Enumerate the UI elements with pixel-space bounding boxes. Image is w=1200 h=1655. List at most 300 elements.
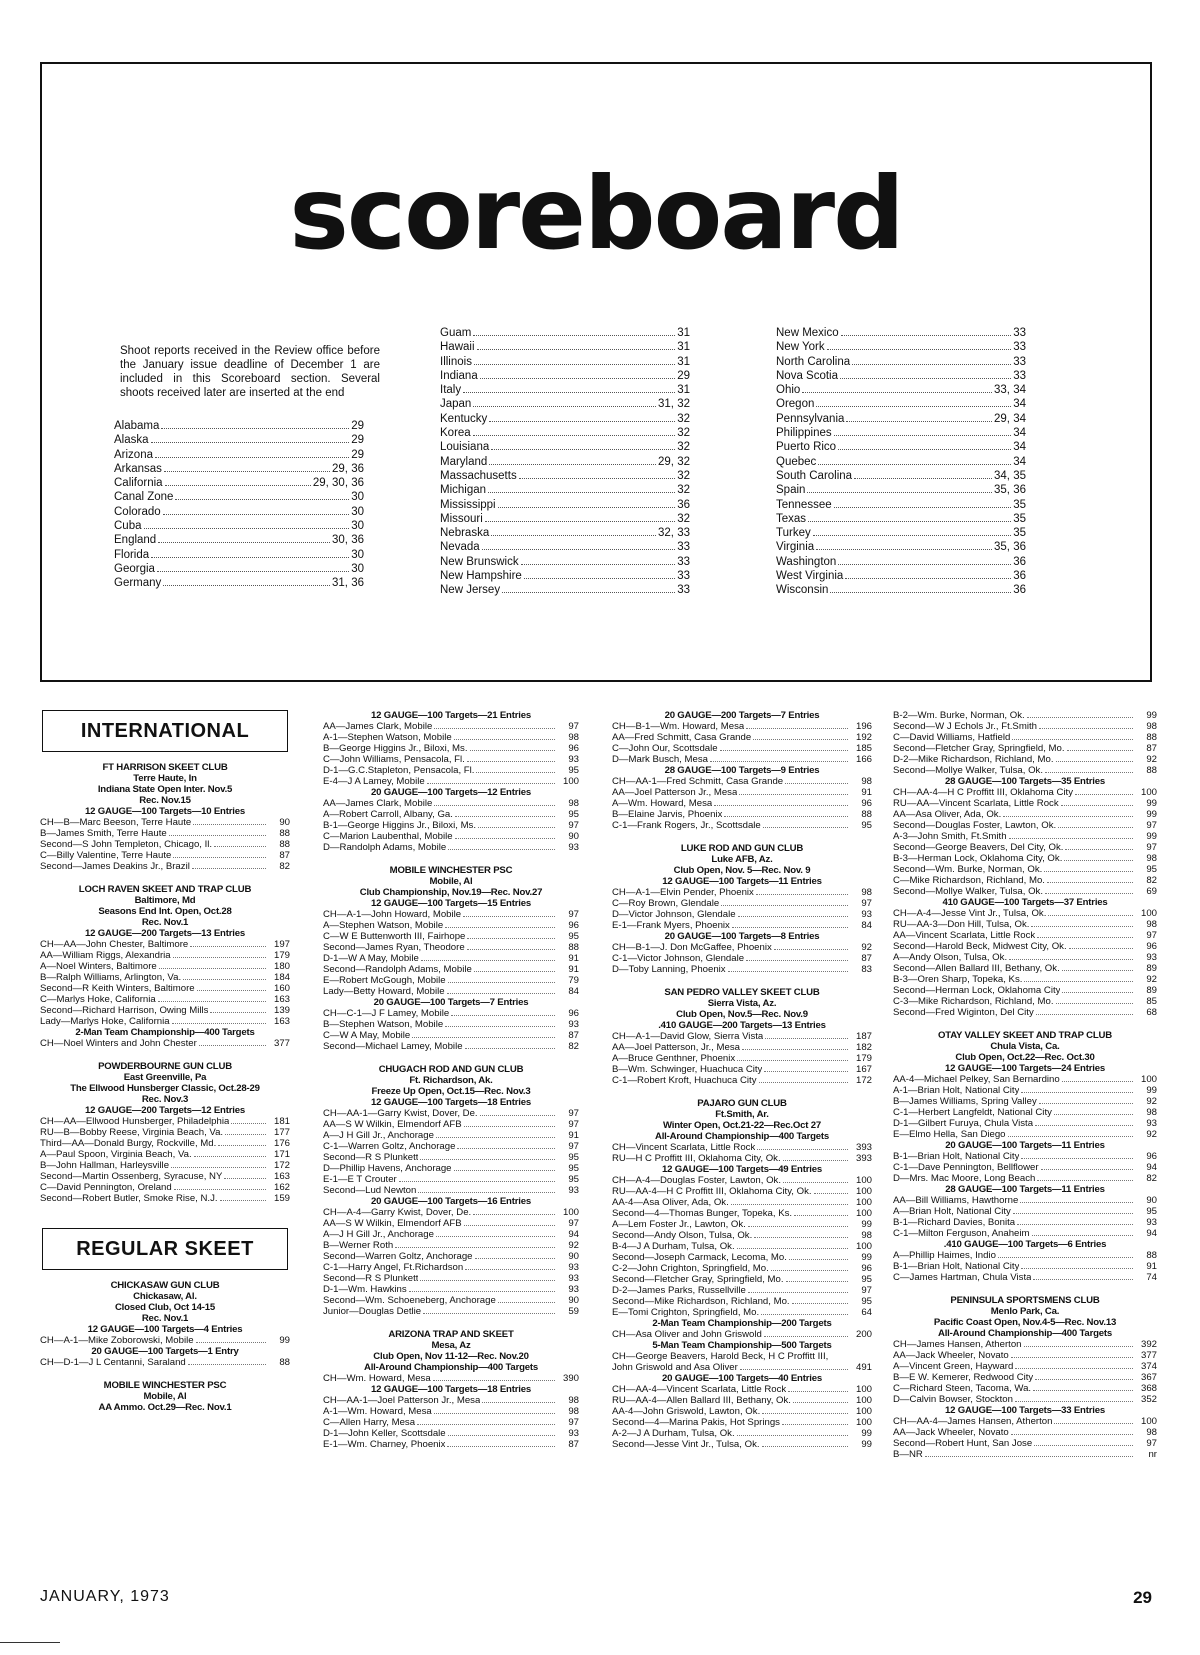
index-state: New Jersey: [440, 584, 501, 597]
index-state: Maryland: [440, 455, 488, 468]
score: 179: [855, 1053, 872, 1064]
result-row: [893, 941, 1157, 952]
dot-leader: [158, 542, 330, 543]
result-row: [893, 1350, 1157, 1361]
shooter: RU—AA-3—Don Hill, Tulsa, Ok.: [893, 919, 1030, 930]
dot-leader: [746, 960, 848, 961]
event-heading: Luke AFB, Az.: [711, 854, 773, 865]
dot-leader: [436, 1137, 555, 1138]
dot-leader: [521, 564, 676, 565]
shooter: D—Calvin Bowser, Stockton: [893, 1394, 1013, 1405]
dot-leader: [485, 521, 675, 522]
result-row: [40, 839, 290, 850]
dot-leader: [792, 1303, 848, 1304]
result-row: [893, 963, 1157, 974]
result-row: [893, 1085, 1157, 1096]
score: 97: [1146, 1438, 1157, 1449]
result-row: [323, 809, 579, 820]
shooter: Second—Jesse Vint Jr., Tulsa, Ok.: [612, 1439, 760, 1450]
score: 185: [855, 743, 872, 754]
index-page: 29, 30, 36: [312, 477, 364, 490]
dot-leader: [1017, 1224, 1133, 1225]
state-index-col-2: [440, 326, 690, 598]
event-heading: All-Around Championship—400 Targets: [363, 1362, 539, 1373]
index-state: Massachusetts: [440, 469, 517, 482]
event-heading: 12 GAUGE—100 Targets—49 Entries: [662, 1164, 822, 1175]
index-page: 31: [677, 384, 690, 397]
dot-leader: [465, 1269, 555, 1270]
dot-leader: [762, 1413, 848, 1414]
result-row: [893, 1151, 1157, 1162]
score: 97: [568, 909, 579, 920]
score: 93: [568, 842, 579, 853]
index-page: 29: [351, 448, 364, 461]
score: 92: [568, 1240, 579, 1251]
dot-leader: [1048, 915, 1133, 916]
dot-leader: [455, 816, 555, 817]
score: 182: [855, 1042, 872, 1053]
score: 90: [279, 817, 290, 828]
event-heading: Club Open, Oct.22—Rec. Oct.30: [955, 1052, 1095, 1063]
shooter: A—Paul Spoon, Virginia Beach, Va.: [40, 1149, 192, 1160]
score: 95: [861, 820, 872, 831]
index-entry: [440, 540, 690, 554]
index-state: Canal Zone: [114, 491, 174, 504]
bottom-rule: [0, 1642, 60, 1643]
section-heading: INTERNATIONAL: [42, 710, 288, 752]
event-heading: 12 GAUGE—100 Targets—15 Entries: [371, 898, 531, 909]
event-heading: LOCH RAVEN SKEET AND TRAP CLUB: [78, 884, 252, 895]
dot-leader: [183, 979, 266, 980]
dot-leader: [151, 557, 349, 558]
result-row: [893, 1449, 1157, 1460]
dot-leader: [783, 1182, 848, 1183]
dot-leader: [412, 1037, 555, 1038]
result-row: [893, 1272, 1157, 1283]
result-row: [893, 721, 1157, 732]
score: 93: [1146, 1118, 1157, 1129]
score: 87: [279, 850, 290, 861]
event-heading: 410 GAUGE—100 Targets—37 Entries: [942, 897, 1108, 908]
dot-leader: [756, 894, 848, 895]
dot-leader: [1039, 728, 1133, 729]
shooter: A—Bruce Genthner, Phoenix: [612, 1053, 736, 1064]
dot-leader: [721, 905, 848, 906]
dot-leader: [445, 1026, 555, 1027]
dot-leader: [473, 1214, 555, 1215]
dot-leader: [491, 535, 656, 536]
dot-leader: [846, 421, 992, 422]
dot-leader: [737, 1060, 848, 1061]
shooter: C—Marlys Hoke, California: [40, 994, 156, 1005]
result-row: [893, 710, 1157, 721]
score: 172: [855, 1075, 872, 1086]
result-row: [612, 1053, 872, 1064]
score: 368: [1140, 1383, 1157, 1394]
score: 491: [855, 1362, 872, 1373]
index-entry: [440, 583, 690, 597]
shooter: Junior—Douglas Detlie: [323, 1306, 422, 1317]
result-row: [893, 1394, 1157, 1405]
score: 68: [1146, 1007, 1157, 1018]
index-state: Mississippi: [440, 498, 496, 511]
index-state: Oregon: [776, 398, 815, 411]
result-row: [323, 1008, 579, 1019]
index-entry: [776, 498, 1026, 512]
shooter: CH—A-4—Jesse Vint Jr., Tulsa, Ok.: [893, 908, 1047, 919]
result-row: [323, 1406, 579, 1417]
spacer: [893, 1018, 1157, 1030]
score: 87: [568, 1439, 579, 1450]
shooter: A—Vincent Green, Hayward: [893, 1361, 1014, 1372]
result-row: [893, 1383, 1157, 1394]
score: 95: [568, 1163, 579, 1174]
shooter: RU—AA-4—H C Proffitt III, Oklahoma City, Ok.: [612, 1186, 812, 1197]
score: 100: [1140, 908, 1157, 919]
dot-leader: [1033, 1390, 1133, 1391]
dot-leader: [465, 1048, 555, 1049]
result-row: [893, 1261, 1157, 1272]
index-entry: [440, 569, 690, 583]
dot-leader: [491, 449, 675, 450]
dot-leader: [1039, 1103, 1133, 1104]
score: 393: [855, 1153, 872, 1164]
dot-leader: [433, 1380, 555, 1381]
dot-leader: [161, 428, 349, 429]
event-heading: Rec. Nov.1: [141, 917, 189, 928]
score: 95: [568, 809, 579, 820]
score: 93: [568, 1185, 579, 1196]
shooter: A—Noel Winters, Baltimore: [40, 961, 157, 972]
dot-leader: [737, 1435, 848, 1436]
result-row: [323, 1439, 579, 1450]
event-heading: Club Open, Nov.5—Rec. Nov.9: [676, 1009, 808, 1020]
dot-leader: [785, 783, 848, 784]
shooter: C—Marion Laubenthal, Mobile: [323, 831, 453, 842]
spacer: [612, 831, 872, 843]
score: 87: [1146, 743, 1157, 754]
score: 98: [1146, 1107, 1157, 1118]
result-row: [323, 986, 579, 997]
index-entry: [440, 340, 690, 354]
dot-leader: [1056, 761, 1134, 762]
score: 100: [1140, 1074, 1157, 1085]
shooter: CH—A-1—David Glow, Sierra Vista: [612, 1031, 764, 1042]
score: 88: [279, 1357, 290, 1368]
index-state: Ohio: [776, 384, 801, 397]
result-row: [323, 1141, 579, 1152]
shooter: C-1—Milton Ferguson, Anaheim: [893, 1228, 1030, 1239]
index-state: Spain: [776, 484, 806, 497]
shooter: E-1—Wm. Charney, Phoenix: [323, 1439, 446, 1450]
result-row: [893, 1195, 1157, 1206]
dot-leader: [220, 1200, 266, 1201]
index-entry: [440, 512, 690, 526]
spacer: [323, 853, 579, 865]
score: 93: [1146, 1217, 1157, 1228]
result-row: [323, 953, 579, 964]
score: nr: [1148, 1449, 1157, 1460]
shooter: C-1—Victor Johnson, Glendale: [612, 953, 745, 964]
index-entry: [440, 355, 690, 369]
dot-leader: [1033, 1279, 1133, 1280]
shooter: E—Tomi Crighton, Springfield, Mo.: [612, 1307, 760, 1318]
shooter: A—J H Gill Jr., Anchorage: [323, 1130, 434, 1141]
result-row: [323, 776, 579, 787]
score: 88: [279, 839, 290, 850]
index-page: 31, 32: [658, 398, 690, 411]
event-heading: Baltimore, Md: [134, 895, 196, 906]
dot-leader: [834, 435, 1012, 436]
dot-leader: [421, 960, 555, 961]
index-state: Italy: [440, 384, 462, 397]
dot-leader: [192, 868, 266, 869]
index-entry: [114, 462, 364, 476]
shooter: C—John Our, Scottsdale: [612, 743, 718, 754]
result-row: [323, 1229, 579, 1240]
shooter: Second—Mike Richardson, Richland, Mo.: [612, 1296, 790, 1307]
event-heading: Rec. Nov.1: [141, 1313, 189, 1324]
event-heading: 12 GAUGE—100 Targets—33 Entries: [945, 1405, 1105, 1416]
event-heading: POWDERBOURNE GUN CLUB: [98, 1061, 232, 1072]
shooter: D-2—James Parks, Russellville: [612, 1285, 746, 1296]
shooter: Second—Lud Newton: [323, 1185, 417, 1196]
result-row: [40, 1149, 290, 1160]
event-heading: PAJARO GUN CLUB: [697, 1098, 787, 1109]
state-index-col-1: [114, 419, 364, 591]
shooter: B-1—Richard Davies, Bonita: [893, 1217, 1016, 1228]
event-heading: 2-Man Team Championship—200 Targets: [652, 1318, 832, 1329]
result-row: [612, 964, 872, 975]
shooter: B—James Williams, Spring Valley: [893, 1096, 1037, 1107]
result-row: [612, 887, 872, 898]
shooter: AA—James Clark, Mobile: [323, 721, 433, 732]
index-entry: [440, 526, 690, 540]
score: 92: [1146, 974, 1157, 985]
score: 95: [861, 1274, 872, 1285]
shooter: AA—Asa Oliver, Ada, Ok.: [893, 809, 1002, 820]
score: 82: [279, 861, 290, 872]
dot-leader: [1067, 750, 1133, 751]
event-heading: Menlo Park, Ca.: [990, 1306, 1060, 1317]
result-row: [893, 1096, 1157, 1107]
result-row: [893, 1217, 1157, 1228]
score: 99: [861, 1428, 872, 1439]
state-index-col-3: [776, 326, 1026, 598]
index-page: 31: [677, 341, 690, 354]
score: 100: [855, 1417, 872, 1428]
dot-leader: [794, 1215, 848, 1216]
index-page: 36: [1013, 570, 1026, 583]
dot-leader: [753, 739, 848, 740]
dot-leader: [448, 982, 555, 983]
dot-leader: [151, 442, 350, 443]
shooter: CH—C-1—J F Lamey, Mobile: [323, 1008, 450, 1019]
index-page: 29: [351, 420, 364, 432]
score: 99: [279, 1335, 290, 1346]
shooter: Second—Richard Harrison, Owing Mills: [40, 1005, 209, 1016]
dot-leader: [524, 578, 675, 579]
dot-leader: [451, 1015, 555, 1016]
event-heading: All-Around Championship—400 Targets: [937, 1328, 1113, 1339]
dot-leader: [774, 949, 848, 950]
result-row: [612, 1406, 872, 1417]
result-row: [612, 1064, 872, 1075]
result-row: [612, 1042, 872, 1053]
result-row: [612, 1307, 872, 1318]
shooter: CH—Vincent Scarlata, Little Rock: [612, 1142, 756, 1153]
dot-leader: [1021, 1158, 1133, 1159]
score: 97: [568, 1141, 579, 1152]
index-state: Louisiana: [440, 441, 490, 454]
shooter: E-4—J A Lamey, Mobile: [323, 776, 425, 787]
dot-leader: [789, 1259, 848, 1260]
shooter: CH—AA-4—H C Proffitt III, Oklahoma City: [893, 787, 1074, 798]
shooter: C—Richard Steen, Tacoma, Wa.: [893, 1383, 1032, 1394]
dot-leader: [845, 578, 1011, 579]
dot-leader: [764, 1071, 848, 1072]
score: 176: [273, 1138, 290, 1149]
score: 91: [568, 964, 579, 975]
score: 98: [1146, 919, 1157, 930]
score: 96: [1146, 941, 1157, 952]
result-row: [893, 1361, 1157, 1372]
index-entry: [440, 412, 690, 426]
score: 59: [568, 1306, 579, 1317]
shooter: C-1—Dave Pennington, Bellflower: [893, 1162, 1039, 1173]
score: 97: [1146, 930, 1157, 941]
score: 196: [855, 721, 872, 732]
spacer: [612, 975, 872, 987]
dot-leader: [172, 1023, 266, 1024]
dot-leader: [739, 794, 848, 795]
score: 177: [273, 1127, 290, 1138]
result-row: [612, 1285, 872, 1296]
score: 96: [861, 1263, 872, 1274]
score: 166: [855, 754, 872, 765]
shooter: CH—AA-4—Vincent Scarlata, Little Rock: [612, 1384, 787, 1395]
result-row: [323, 942, 579, 953]
shooter: CH—Wm. Howard, Mesa: [323, 1373, 431, 1384]
event-heading: LUKE ROD AND GUN CLUB: [680, 843, 804, 854]
shooter: D-1—G.C.Stapleton, Pensacola, Fl.: [323, 765, 475, 776]
index-entry: [114, 419, 364, 433]
score: 97: [568, 1108, 579, 1119]
score: 367: [1140, 1372, 1157, 1383]
result-row: [612, 732, 872, 743]
result-row: [893, 743, 1157, 754]
index-state: Indiana: [440, 369, 478, 382]
index-page: 33: [1013, 341, 1026, 354]
result-row: [40, 972, 290, 983]
result-row: [323, 1174, 579, 1185]
score: 95: [568, 765, 579, 776]
shooter: Second—Harold Beck, Midwest City, Ok.: [893, 941, 1067, 952]
dot-leader: [802, 392, 992, 393]
dot-leader: [765, 1038, 848, 1039]
dot-leader: [173, 957, 266, 958]
spacer: [40, 1204, 290, 1216]
score: 197: [273, 939, 290, 950]
result-row: [612, 953, 872, 964]
result-row: [323, 1041, 579, 1052]
dot-leader: [1009, 959, 1133, 960]
index-entry: [114, 490, 364, 504]
result-row: [893, 1206, 1157, 1217]
shooter: A—Andy Olson, Tulsa, Ok.: [893, 952, 1008, 963]
shooter: A-1—Brian Holt, National City: [893, 1085, 1020, 1096]
result-row: [612, 1142, 872, 1153]
event-heading: Club Championship, Nov.19—Rec. Nov.27: [359, 887, 543, 898]
spacer: [323, 1317, 579, 1329]
score: 95: [568, 931, 579, 942]
dot-leader: [163, 585, 330, 586]
shooter: D-1—John Keller, Scottsdale: [323, 1428, 446, 1439]
result-row: [323, 920, 579, 931]
shooter: Second—Joseph Carmack, Lecoma, Mo.: [612, 1252, 787, 1263]
score: 139: [273, 1005, 290, 1016]
score: 82: [568, 1041, 579, 1052]
event-heading: Chickasaw, Al.: [133, 1291, 197, 1302]
dot-leader: [447, 993, 555, 994]
event-heading: SAN PEDRO VALLEY SKEET CLUB: [664, 987, 820, 998]
score: 93: [568, 1019, 579, 1030]
dot-leader: [502, 592, 675, 593]
dot-leader: [818, 464, 1011, 465]
result-row: [323, 842, 579, 853]
index-page: 34: [1013, 441, 1026, 454]
result-row: [40, 1160, 290, 1171]
shooter: E-1—E T Crouter: [323, 1174, 397, 1185]
dot-leader: [519, 478, 676, 479]
dot-leader: [455, 838, 555, 839]
shooter: A—J H Gill Jr., Anchorage: [323, 1229, 434, 1240]
event-heading: FT HARRISON SKEET CLUB: [102, 762, 228, 773]
event-heading: 20 GAUGE—100 Targets—16 Entries: [371, 1196, 531, 1207]
shooter: Second—Michael Lamey, Mobile: [323, 1041, 463, 1052]
shooter: CH—Noel Winters and John Chester: [40, 1038, 197, 1049]
shooter: John Griswold and Asa Oliver: [612, 1362, 738, 1373]
result-row: [893, 974, 1157, 985]
score: 100: [855, 1241, 872, 1252]
index-page: 35, 36: [994, 484, 1026, 497]
dot-leader: [467, 949, 555, 950]
result-row: [893, 765, 1157, 776]
dot-leader: [827, 349, 1012, 350]
shooter: CH—AA-1—Joel Patterson Jr., Mesa: [323, 1395, 481, 1406]
dot-leader: [763, 827, 848, 828]
shooter: CH—A-1—Mike Zoborowski, Mobile: [40, 1335, 194, 1346]
score: 100: [855, 1384, 872, 1395]
dot-leader: [737, 1248, 848, 1249]
dot-leader: [164, 471, 330, 472]
index-entry: [776, 397, 1026, 411]
dot-leader: [1045, 893, 1133, 894]
score: 97: [861, 898, 872, 909]
dot-leader: [1061, 805, 1133, 806]
shooter: Second—S John Templeton, Chicago, Il.: [40, 839, 213, 850]
index-state: Tennessee: [776, 498, 832, 511]
result-row: [323, 1207, 579, 1218]
event-heading: 20 GAUGE—100 Targets—8 Entries: [664, 931, 820, 942]
shooter: AA—S W Wilkin, Elmendorf AFB: [323, 1218, 462, 1229]
index-page: 32: [677, 427, 690, 440]
result-row: [893, 930, 1157, 941]
event-heading: MOBILE WINCHESTER PSC: [103, 1380, 227, 1391]
dot-leader: [840, 378, 1011, 379]
shooter: A-3—John Smith, Ft.Smith: [893, 831, 1007, 842]
result-row: [612, 1075, 872, 1086]
